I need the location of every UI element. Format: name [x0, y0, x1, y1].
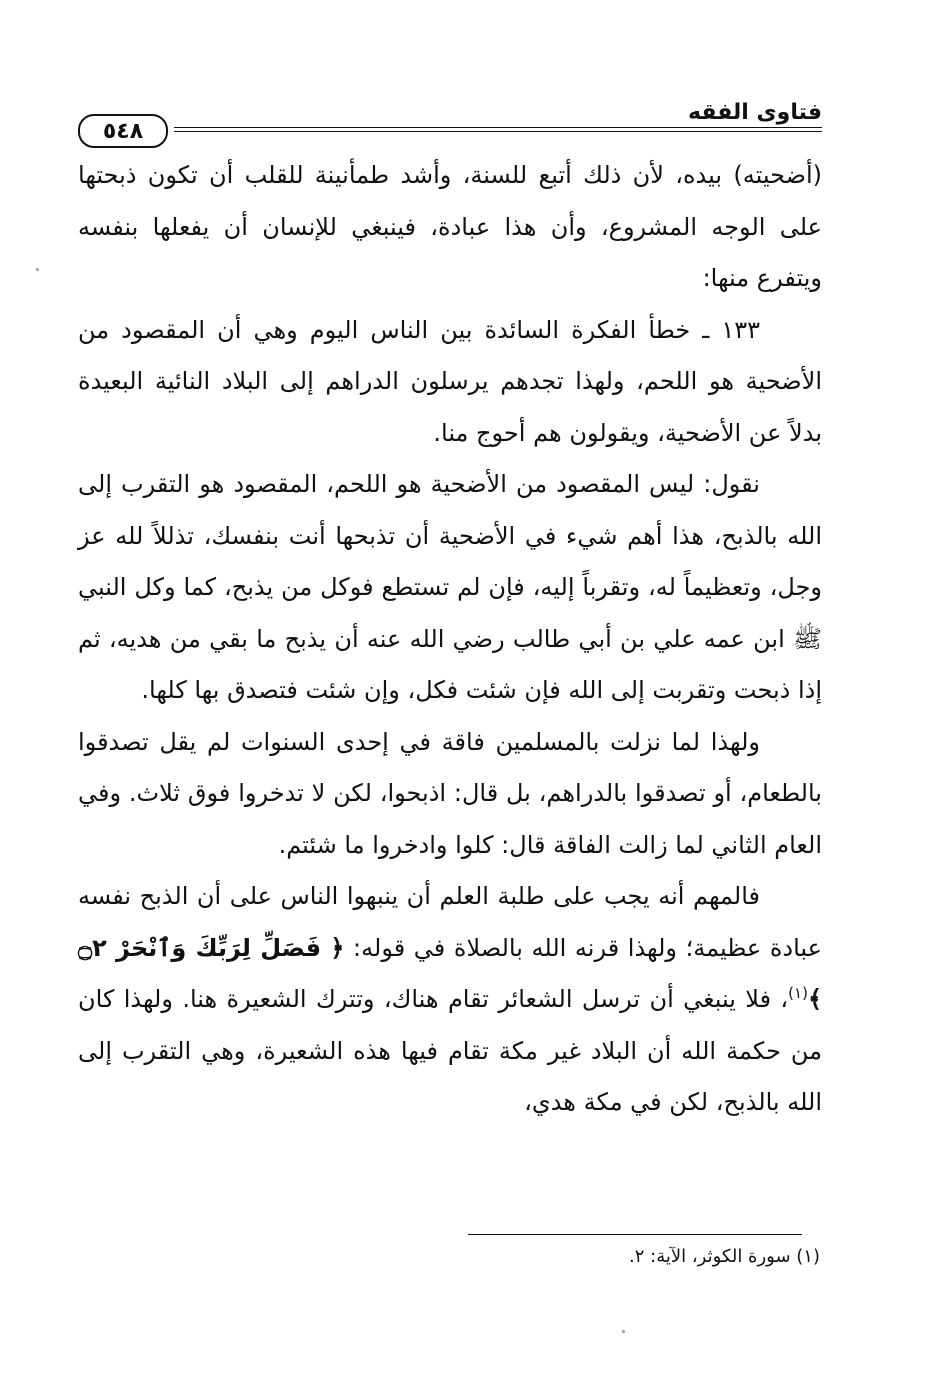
paragraph: نقول: ليس المقصود من الأضحية هو اللحم، المقصود هو التقرب إلى الله بالذبح، هذا أهم شيء في الأضحية أن تذبحها أنت بنفسك، تذللاً لله عز وجل، وتعظيماً له، وتقرباً إليه، فإن لم تستطع فوكل من يذبح، كما وكل النبي ﷺ ابن عمه علي بن أبي طالب رضي الله عنه أن يذبح ما بقي من هديه، ثم إذا ذبحت وتقربت إلى الله فإن شئت فكل، وإن شئت فتصدق بها كلها. — [78, 470, 822, 704]
page-number: ٥٤٨ — [78, 114, 168, 148]
book-title: فتاوى الفقه — [688, 100, 822, 125]
paragraph: ولهذا لما نزلت بالمسلمين فاقة في إحدى السنوات لم يقل تصدقوا بالطعام، أو تصدقوا بالدراهم، بل قال: اذبحوا، لكن لا تدخروا فوق ثلاث. وفي العام الثاني لما زالت الفاقة قال: كلوا وادخروا ما شئتم. — [78, 727, 822, 859]
footnote-ref[interactable]: (١) — [788, 984, 808, 1002]
paragraph: ١٣٣ ـ خطأ الفكرة السائدة بين الناس اليوم وهي أن المقصود من الأضحية هو اللحم، ولهذا تجدهم يرسلون الدراهم إلى البلاد النائية البعيدة بدلاً عن الأضحية، ويقولون هم أحوج منا. — [78, 315, 822, 447]
paragraph — [78, 871, 822, 1129]
scan-speck — [622, 1330, 625, 1333]
quran-verse: ﴿ فَصَلِّ لِرَبِّكَ وَٱنْحَرْ ۝٢ ﴾ — [78, 933, 822, 1013]
footnote-rule — [468, 1234, 802, 1235]
scan-speck — [36, 268, 39, 271]
page-header — [78, 100, 822, 144]
footnote: (١) سورة الكوثر، الآية: ٢. — [629, 1246, 820, 1267]
main-text — [78, 150, 822, 1129]
header-rule-double — [174, 131, 822, 132]
header-rule — [174, 127, 822, 128]
paragraph-text: فالمهم أنه يجب على طلبة العلم أن ينبهوا الناس على أن الذبح نفسه عبادة عظيمة؛ ولهذا قرنه الله بالصلاة في قوله: — [78, 882, 822, 962]
paragraph-text: ، فلا ينبغي أن ترسل الشعائر تقام هناك، وتترك الشعيرة هنا. ولهذا كان من حكمة الله أن البلاد غير مكة تقام فيها هذه الشعيرة، وهي التقرب إلى الله بالذبح، لكن في مكة هدي، — [78, 985, 822, 1116]
paragraph: (أضحيته) بيده، لأن ذلك أتبع للسنة، وأشد طمأنينة للقلب أن تكون ذبحتها على الوجه المشروع، وأن هذا عبادة، فينبغي للإنسان أن يفعلها بنفسه ويتفرع منها: — [78, 161, 822, 292]
